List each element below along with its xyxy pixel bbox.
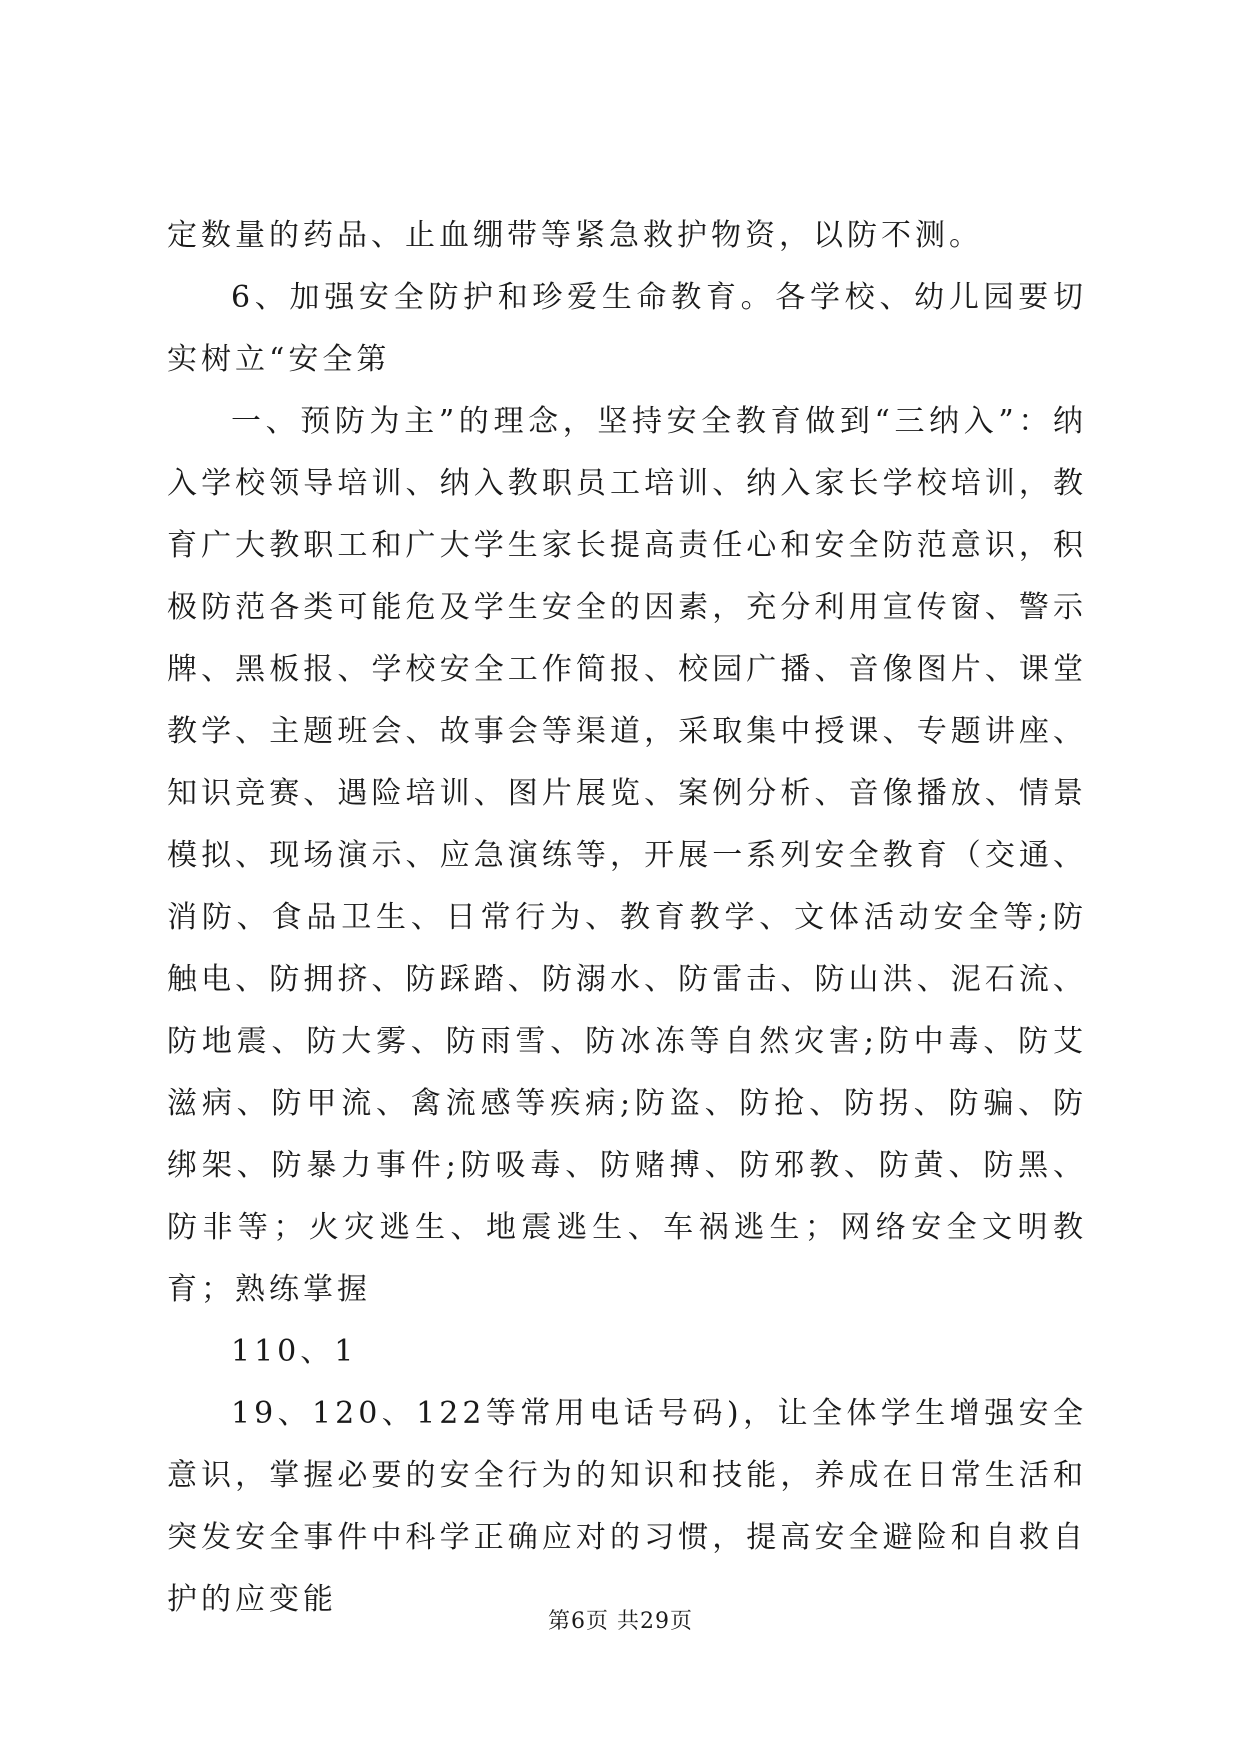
paragraph-item-6: 6、加强安全防护和珍爱生命教育。各学校、幼儿园要切实树立“安全第 bbox=[167, 280, 1087, 377]
paragraph-safety-education: 一、预防为主”的理念，坚持安全教育做到“三纳入”：纳入学校领导培训、纳入教职员工培训、纳入家长学校培训，教育广大教职工和广大学生家长提高责任心和安全防范意识，积极防范各类可能危及学生安全的因素，充分利用宣传窗、警示牌、黑板报、学校安全工作简报、校园广播、音像图片、课堂教学、主题班会、故事会等渠道，采取集中授课、专题讲座、知识竞赛、遇险培训、图片展览、案例分析、音像播放、情景模拟、现场演示、应急演练等，开展一系列安全教育（交通、消防、食品卫生、日常行为、教育教学、文体活动安全等;防触电、防拥挤、防踩踏、防溺水、防雷击、防山洪、泥石流、防地震、防大雾、防雨雪、防冰冻等自然灾害;防中毒、防艾滋病、防甲流、禽流感等疾病;防盗、防抢、防拐、防骗、防绑架、防暴力事件;防吸毒、防赌搏、防邪教、防黄、防黑、防非等；火灾逃生、地震逃生、车祸逃生；网络安全文明教育；熟练掌握 bbox=[167, 404, 1087, 1307]
paragraph-phone-numbers: 19、120、122等常用电话号码)，让全体学生增强安全意识，掌握必要的安全行为的知识和技能，养成在日常生活和突发安全事件中科学正确应对的习惯，提高安全避险和自救自护的应变能 bbox=[167, 1396, 1087, 1617]
paragraph-continuation: 定数量的药品、止血绷带等紧急救护物资，以防不测。 bbox=[167, 218, 983, 253]
page-footer: 第6页 共29页 bbox=[548, 1609, 693, 1634]
body-text bbox=[167, 205, 1087, 1631]
paragraph-phone-fragment: 110、1 bbox=[231, 1334, 358, 1369]
